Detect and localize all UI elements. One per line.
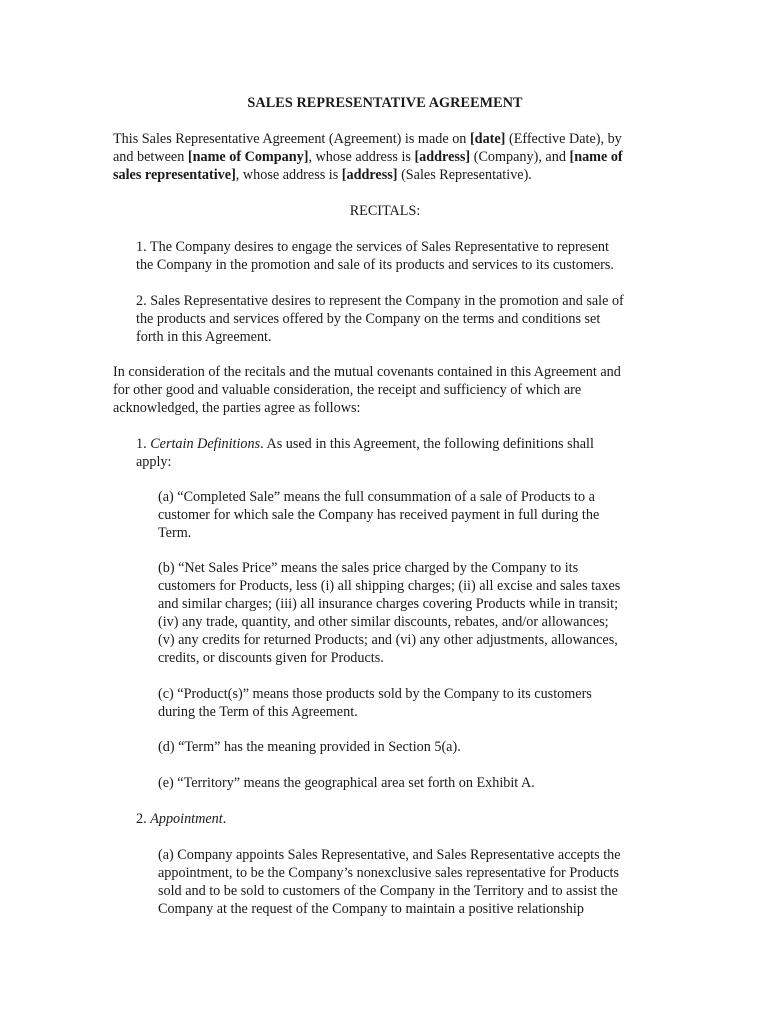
intro-text: , whose address is — [308, 149, 415, 165]
intro-line-3 — [113, 166, 663, 184]
appointment-a-line: Company at the request of the Company to maintain a positive relationship — [158, 901, 584, 917]
definition-b-line: (iv) any trade, quantity, and other similar discounts, rebates, and/or allowances; — [158, 614, 609, 630]
definition-b-line: credits, or discounts given for Products. — [158, 650, 384, 666]
intro-text: and between — [113, 149, 188, 165]
definition-d — [158, 738, 663, 756]
appointment-a — [158, 846, 663, 918]
company-address-placeholder: [address] — [414, 149, 471, 165]
appointment-a-line: sold and to be sold to customers of the Company in the Territory and to assist the — [158, 883, 618, 899]
intro-line-2 — [113, 148, 663, 166]
intro-text: (Effective Date), by — [505, 131, 622, 147]
consideration-line: for other good and valuable consideration, the receipt and sufficiency of which are — [113, 382, 582, 398]
recital-2-line: 2. Sales Representative desires to represent the Company in the promotion and sale of — [136, 293, 624, 309]
recital-2 — [136, 292, 663, 346]
intro-text: (Company), and — [470, 149, 570, 165]
recital-1 — [136, 238, 663, 274]
definition-c-line: (c) “Product(s)” means those products sold by the Company to its customers — [158, 686, 592, 702]
section-2-text: . — [222, 811, 227, 827]
recital-1-line: 1. The Company desires to engage the services of Sales Representative to represent — [136, 239, 609, 255]
date-placeholder: [date] — [469, 131, 506, 147]
definition-e-line: (e) “Territory” means the geographical area set forth on Exhibit A. — [158, 775, 535, 791]
consideration-paragraph — [113, 363, 663, 417]
definition-e — [158, 774, 663, 792]
recitals-heading: RECITALS: — [349, 203, 421, 219]
company-name-placeholder: [name of Company] — [187, 149, 309, 165]
section-1-line-1 — [136, 435, 663, 453]
section-2-heading — [136, 810, 663, 828]
section-2-line — [136, 810, 663, 828]
recital-2-line: the products and services offered by the Company on the terms and conditions set — [136, 311, 601, 327]
appointment-a-line: (a) Company appoints Sales Representative, and Sales Representative accepts the — [158, 847, 621, 863]
definition-a-line: (a) “Completed Sale” means the full consummation of a sale of Products to a — [158, 489, 595, 505]
rep-name-placeholder: [name of — [569, 149, 623, 165]
appointment-a-line: appointment, to be the Company’s nonexclusive sales representative for Products — [158, 865, 619, 881]
intro-text: , whose address is — [235, 167, 342, 183]
section-1-title: Certain Definitions — [150, 436, 261, 452]
definition-b-line: customers for Products, less (i) all shipping charges; (ii) all excise and sales taxes — [158, 578, 621, 594]
section-2-title: Appointment — [150, 811, 223, 827]
definition-b-line: (v) any credits for returned Products; and (vi) any other adjustments, allowances, — [158, 632, 618, 648]
intro-text: (Sales Representative). — [397, 167, 532, 183]
section-1-heading — [136, 435, 663, 471]
definition-a-line: customer for which sale the Company has received payment in full during the — [158, 507, 600, 523]
intro-line-1 — [113, 130, 663, 148]
definition-c-line: during the Term of this Agreement. — [158, 704, 358, 720]
definition-b-line: and similar charges; (iii) all insurance charges covering Products while in transit; — [158, 596, 619, 612]
rep-name-placeholder-cont: sales representative] — [113, 167, 236, 183]
definition-a — [158, 488, 663, 542]
section-1-text: . As used in this Agreement, the following definitions shall — [260, 436, 594, 452]
intro-paragraph — [113, 130, 663, 184]
definition-c — [158, 685, 663, 721]
consideration-line: acknowledged, the parties agree as follows: — [113, 400, 361, 416]
document-title: SALES REPRESENTATIVE AGREEMENT — [247, 95, 523, 111]
recital-1-line: the Company in the promotion and sale of its products and services to its customers. — [136, 257, 614, 273]
section-1-number: 1. — [136, 436, 151, 452]
section-1-line-2: apply: — [136, 454, 172, 470]
rep-address-placeholder: [address] — [341, 167, 398, 183]
definition-a-line: Term. — [158, 525, 192, 541]
definition-b-line: (b) “Net Sales Price” means the sales price charged by the Company to its — [158, 560, 579, 576]
section-2-number: 2. — [136, 811, 151, 827]
consideration-line: In consideration of the recitals and the mutual covenants contained in this Agreement and — [113, 364, 621, 380]
intro-text: This Sales Representative Agreement (Agreement) is made on — [113, 131, 470, 147]
definition-d-line: (d) “Term” has the meaning provided in Section 5(a). — [158, 739, 461, 755]
definition-b — [158, 559, 663, 667]
recital-2-line: forth in this Agreement. — [136, 329, 272, 345]
